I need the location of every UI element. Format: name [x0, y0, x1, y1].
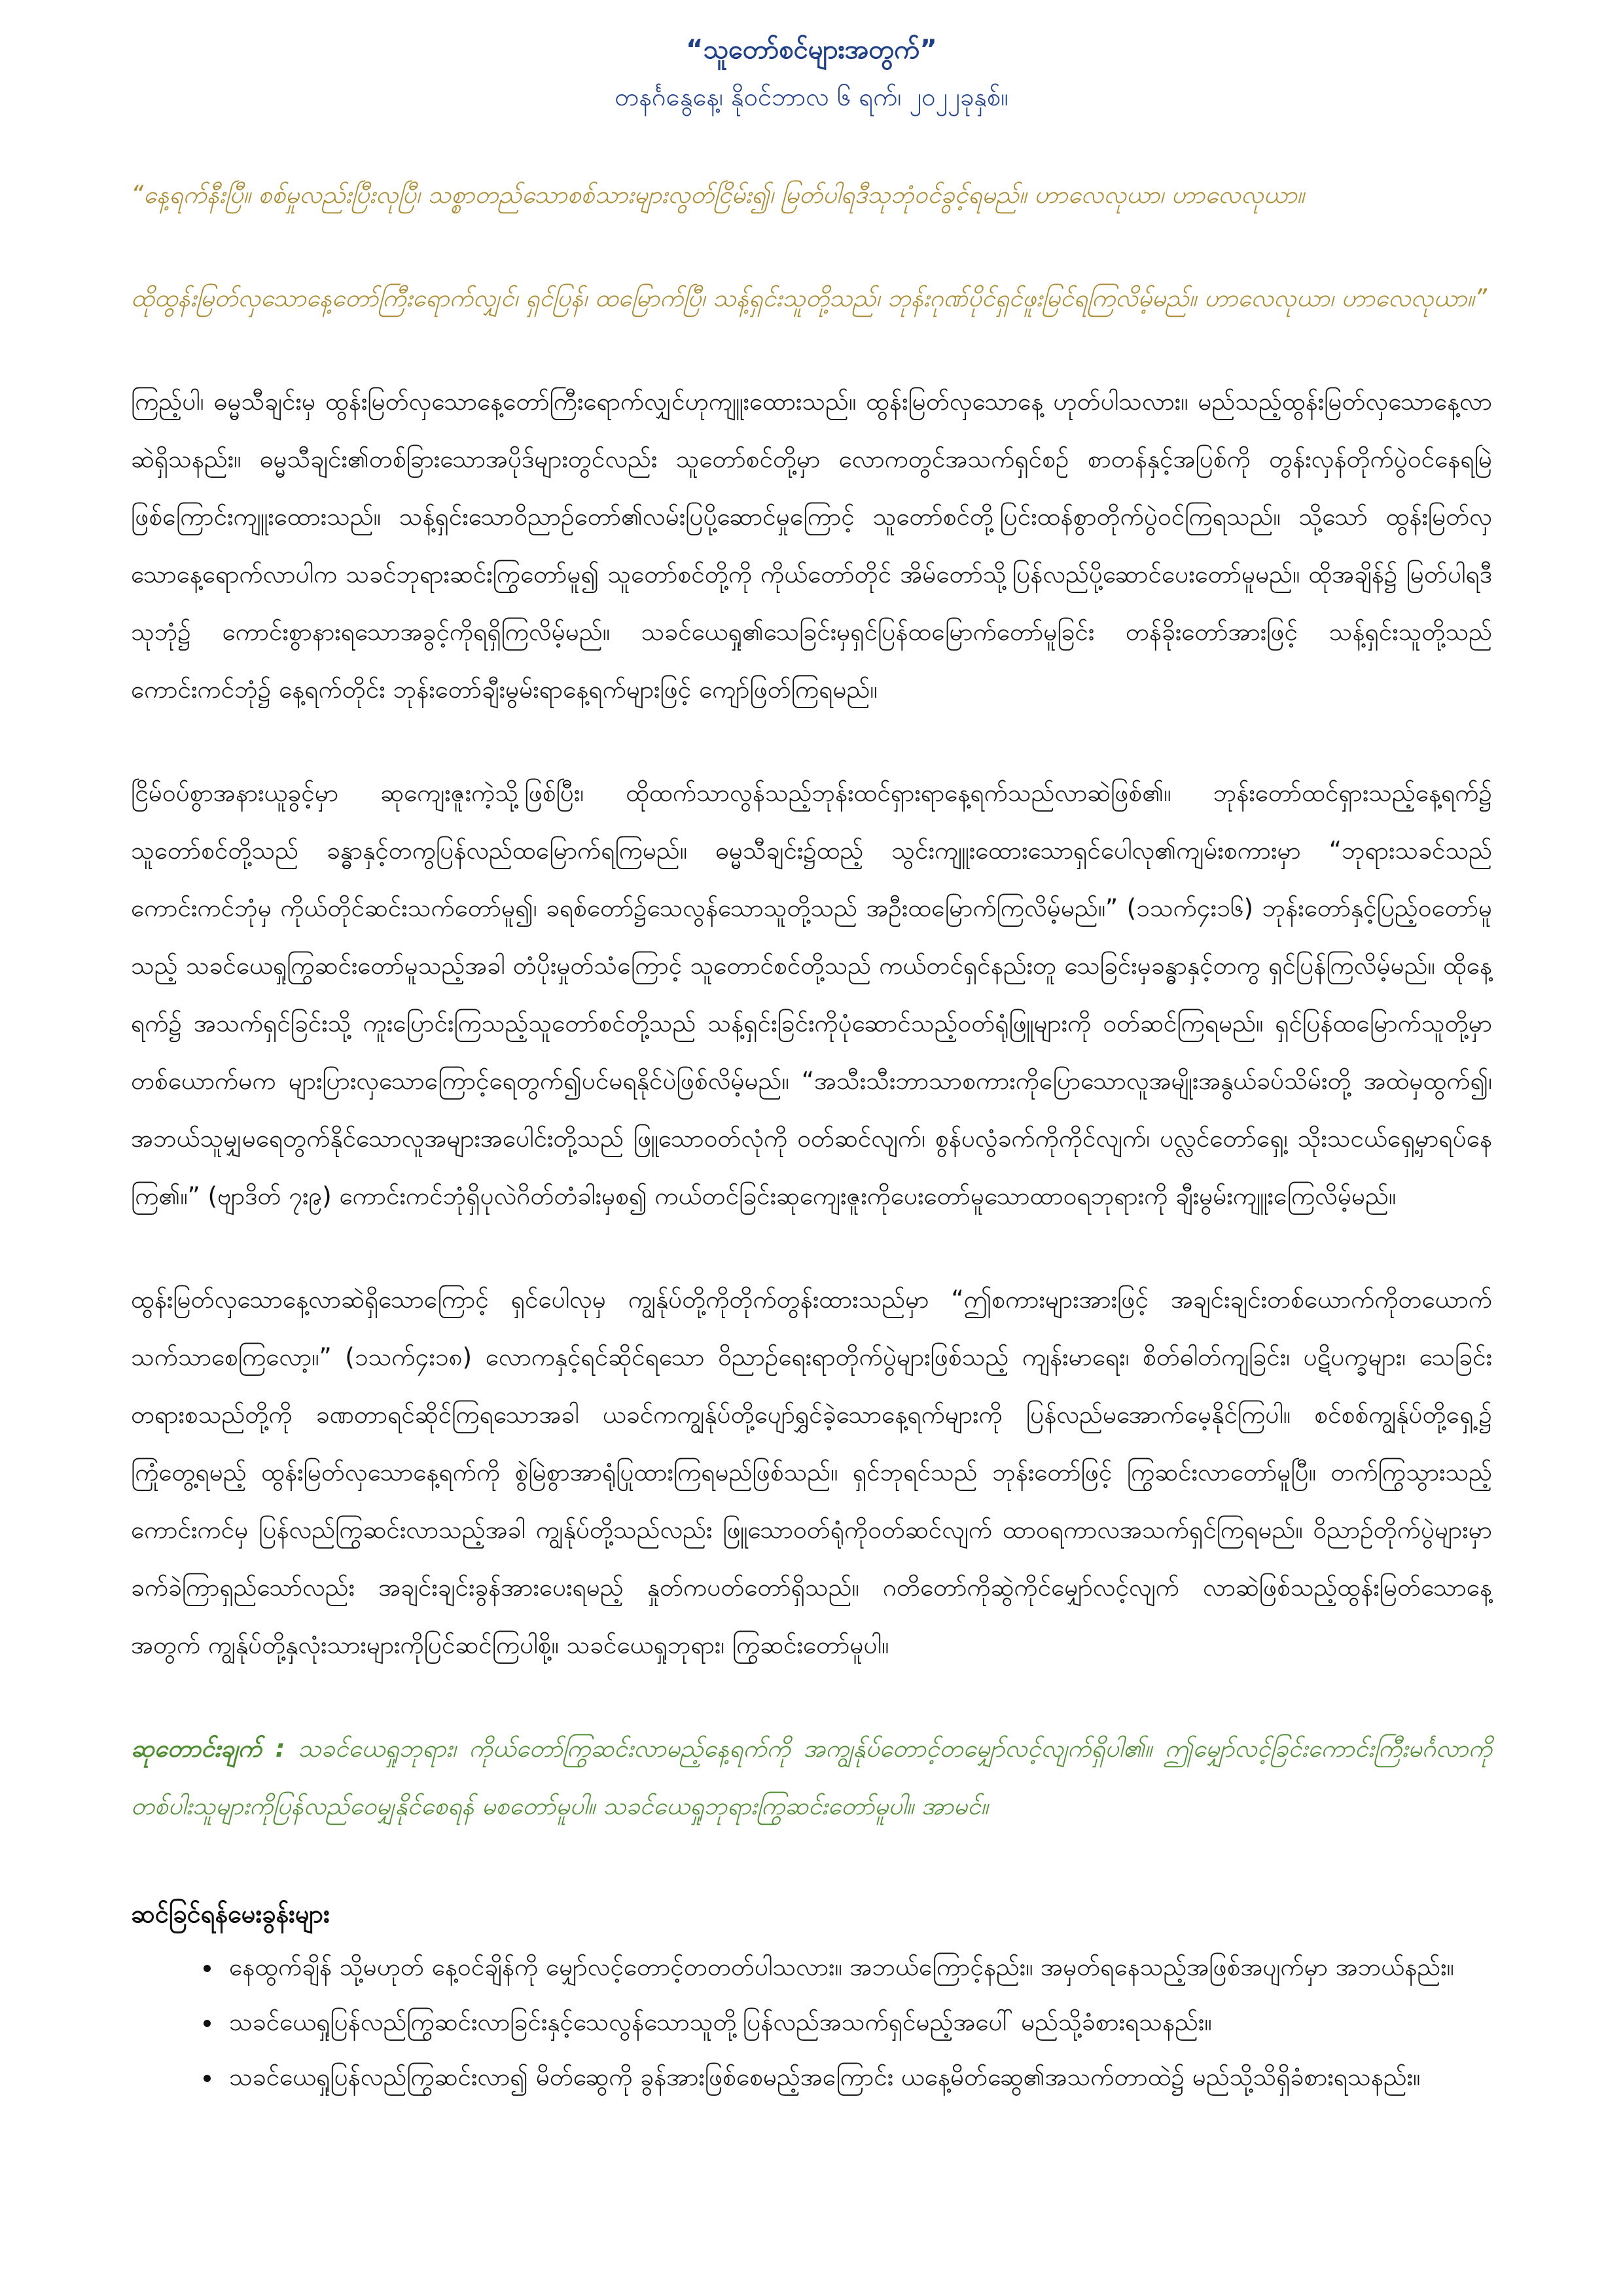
questions-list: [131, 1940, 1492, 2105]
questions-heading: ဆင်ခြင်ရန်မေးခွန်းများ: [131, 1899, 330, 1928]
devotional-body: [131, 373, 1492, 1674]
hymn-quote-verse-1: “နေ့ရက်နီးပြီ။ စစ်မှုလည်းပြီးလုပြီ၊ သစ္စာတည်သောစစ်သားများလွတ်ငြိမ်း၍၊ မြတ်ပါရဒီသုဘုံဝင်ခွင့်ရမည်။ ဟာလေလုယာ၊ ဟာလေလုယာ။: [131, 181, 1305, 209]
page-title: “သူတော်စင်များအတွက်”: [686, 35, 937, 65]
question-item: • နေထွက်ချိန် သို့မဟုတ် နေ့ဝင်ချိန်ကို မျှော်လင့်တောင့်တတတ်ပါသလား။ အဘယ်ကြောင့်နည်း။ အမှတ်ရနေသည့်အဖြစ်အပျက်မှာ အဘယ်နည်း။: [223, 1940, 1492, 1995]
prayer-section: [131, 1720, 1492, 1835]
body-paragraph: ကြည့်ပါ၊ ဓမ္မသီချင်းမှ ထွန်းမြတ်လှသောနေ့တော်ကြီးရောက်လျှင်ဟုကျူးထေားသည်။ ထွန်းမြတ်လှသောနေ့ ဟုတ်ပါသလား။ မည်သည့်ထွန်းမြတ်လှသောနေ့လာဆဲရှိသနည်း။ ဓမ္မသီချင်း၏တစ်ခြားသောအပိုဒ်များတွင်လည်း သူတော်စင်တို့မှာ လောကတွင်အသက်ရှင်စဉ် စာတန်နှင့်အပြစ်ကို တွန်းလှန်တိုက်ပွဲဝင်နေရမြဲဖြစ်ကြောင်းကျူးထေားသည်။ သန့်ရှင်းသောဝိညာဉ်တော်၏လမ်းပြပို့ဆောင်မှုကြောင့် သူတော်စင်တို့ပြင်းထန်စွာတိုက်ပွဲဝင်ကြရသည်။ သို့သော် ထွန်းမြတ်လှသောနေ့ရောက်လာပါက သခင်ဘုရားဆင်းကြွတော်မူ၍ သူတော်စင်တို့ကို ကိုယ်တော်တိုင် အိမ်တော်သို့ပြန်လည်ပို့ဆောင်ပေးတော်မူမည်။ ထိုအချိန်၌ မြတ်ပါရဒီသုဘုံ၌ ကောင်းစွာနားရသောအခွင့်ကိုရရှိကြလိမ့်မည်။ သခင်ယေရှု၏သေခြင်းမှရှင်ပြန်ထမြောက်တော်မူခြင်း တန်ခိုးတော်အားဖြင့် သန့်ရှင်းသူတို့သည် ကောင်းကင်ဘုံ၌ နေ့ရက်တိုင်း ဘုန်းတော်ချီးမွမ်းရာနေ့ရက်များဖြင့် ကျော်ဖြတ်ကြရမည်။: [131, 387, 1492, 704]
reflection-questions: [131, 1888, 1492, 2105]
question-item: • သခင်ယေရှုပြန်လည်ကြွဆင်းလာ၍ မိတ်ဆွေကို ခွန်အားဖြစ်စေမည့်အကြောင်း ယနေ့မိတ်ဆွေ၏အသက်တာထဲ၌ မည်သို့သိရှိခံစားရသနည်း။: [223, 2050, 1492, 2105]
question-item: • သခင်ယေရှုပြန်လည်ကြွဆင်းလာခြင်းနှင့်သေလွန်သောသူတို့ပြန်လည်အသက်ရှင်မည့်အပေါ် မည်သို့ခံစားရသနည်း။: [223, 1995, 1492, 2050]
prayer-text: သခင်ယေရှုဘုရား၊ ကိုယ်တော်ကြွဆင်းလာမည့်နေ့ရက်ကို အကျွန်ုပ်တောင့်တမျှော်လင့်လျက်ရှိပါ၏။ ဤမျှော်လင့်ခြင်းကောင်းကြီးမင်္ဂလာကို တစ်ပါးသူများကိုပြန်လည်ဝေမျှနိုင်စေရန် မစတော်မူပါ။ သခင်ယေရှုဘုရားကြွဆင်းတော်မူပါ။ အာမင်။: [131, 1734, 1492, 1820]
hymn-quote: [131, 166, 1492, 327]
prayer-label: ဆုတောင်းချက် :: [131, 1734, 285, 1763]
hymn-quote-verse-2: ထိုထွန်းမြတ်လှသောနေ့တော်ကြီးရောက်လျှင်၊ ရှင်ပြန်၊ ထမြောက်ပြီ၊ သန့်ရှင်းသူတို့သည်၊ ဘုန်းဂုဏ်ပိုင်ရှင်ဖူးမြင်ရကြလိမ့်မည်။ ဟာလေလုယာ၊ ဟာလေလုယာ။”: [131, 284, 1487, 312]
body-paragraph: ထွန်းမြတ်လှသောနေ့လာဆဲရှိသောကြောင့် ရှင်ပေါလုမှ ကျွန်ုပ်တို့ကိုတိုက်တွန်းထားသည်မှာ “ဤစကားများအားဖြင့် အချင်းချင်းတစ်ယောက်ကိုတယောက်သက်သာစေကြလော့။” (၁သက်၄း၁၈) လောကနှင့်ရင်ဆိုင်ရသော ဝိညာဉ်ရေးရာတိုက်ပွဲများဖြစ်သည့် ကျန်းမာရေး၊ စိတ်ဓါတ်ကျခြင်း၊ ပဋိပက္ခများ၊ သေခြင်းတရားစသည်တို့ကို ခဏတာရင်ဆိုင်ကြရသောအခါ ယခင်ကကျွန်ုပ်တို့ပျော်ရွှင်ခဲ့သောနေ့ရက်များကို ပြန်လည်မအောက်မေ့နိုင်ကြပါ။ စင်စစ်ကျွန်ုပ်တို့ရှေ့၌ ကြုံတွေ့ရမည့် ထွန်းမြတ်လှသောနေ့ရက်ကို စွဲမြဲစွာအာရုံပြုထားကြရမည်ဖြစ်သည်။ ရှင်ဘုရင်သည် ဘုန်းတော်ဖြင့် ကြွဆင်းလာတော်မူပြီ။ တက်ကြွသွားသည့်ကောင်းကင်မှ ပြန်လည်ကြွဆင်းလာသည့်အခါ ကျွန်ုပ်တို့သည်လည်း ဖြူသောဝတ်ရုံကိုဝတ်ဆင်လျက် ထာဝရကာလအသက်ရှင်ကြရမည်။ ဝိညာဉ်တိုက်ပွဲများမှာ ခက်ခဲကြာရှည်သော်လည်း အချင်းချင်းခွန်အားပေးရမည့် နှုတ်ကပတ်တော်ရှိသည်။ ဂတိတော်ကိုဆွဲကိုင်မျှော်လင့်လျက် လာဆဲဖြစ်သည့်ထွန်းမြတ်သောနေ့အတွက် ကျွန်ုပ်တို့နှလုံးသားများကိုပြင်ဆင်ကြပါစို့။ သခင်ယေရှုဘုရား၊ ကြွဆင်းတော်မူပါ။: [131, 1285, 1492, 1659]
page-date: တနင်္ဂနွေနေ့၊ နိုဝင်ဘာလ ၆ ရက်၊ ၂၀၂၂ခုနှစ်။: [615, 82, 1008, 111]
body-paragraph: ငြိမ်ဝပ်စွာအနားယူခွင့်မှာ ဆုကျေးဇူးကဲ့သို့ဖြစ်ပြီး၊ ထိုထက်သာလွန်သည့်ဘုန်းထင်ရှားရာနေ့ရက်သည်လာဆဲဖြစ်၏။ ဘုန်းတော်ထင်ရှားသည့်နေ့ရက်၌ သူတော်စင်တို့သည် ခန္ဓာနှင့်တကွပြန်လည်ထမြောက်ရကြမည်။ ဓမ္မသီချင်း၌ထည့် သွင်းကျူးထေားသောရှင်ပေါလု၏ကျမ်းစကားမှာ “ဘုရားသခင်သည် ကောင်းကင်ဘုံမှ ကိုယ်တိုင်ဆင်းသက်တော်မူ၍၊ ခရစ်တော်၌သေလွန်သောသူတို့သည် အဦးထမြောက်ကြလိမ့်မည်။” (၁သက်၄း၁၆) ဘုန်းတော်နှင့်ပြည့်ဝတော်မူသည့် သခင်ယေရှုကြွဆင်းတော်မူသည့်အခါ တံပိုးမှုတ်သံကြောင့် သူတောင်စင်တို့သည် ကယ်တင်ရှင်နည်းတူ သေခြင်းမှခန္ဓာနှင့်တကွ ရှင်ပြန်ကြလိမ့်မည်။ ထိုနေ့ရက်၌ အသက်ရှင်ခြင်းသို့ ကူးပြောင်းကြသည့်သူတော်စင်တို့သည် သန့်ရှင်းခြင်းကိုပုံဆောင်သည့်ဝတ်ရုံဖြူများကို ဝတ်ဆင်ကြရမည်။ ရှင်ပြန်ထမြောက်သူတို့မှာ တစ်ယောက်မက များပြားလှသောကြောင့်ရေတွက်၍ပင်မရနိုင်ပဲဖြစ်လိမ့်မည်။ “အသီးသီးဘာသာစကားကိုပြောသောလူအမျိုးအနွယ်ခပ်သိမ်းတို့ အထဲမှထွက်၍၊ အဘယ်သူမျှမရေတွက်နိုင်သောလူအများအပေါင်းတို့သည် ဖြူသောဝတ်လုံကို ဝတ်ဆင်လျက်၊ စွန်ပလွံခက်ကိုကိုင်လျက်၊ ပလ္လင်တော်ရှေ့၊ သိုးသငယ်ရှေ့မှာရပ်နေကြ၏။” (ဗျာဒိတ် ၇း၉) ကောင်းကင်ဘုံရှိပုလဲဂိတ်တံခါးမှစ၍ ကယ်တင်ခြင်းဆုကျေးဇူးကိုပေးတော်မူသောထာဝရဘုရားကို ချီးမွမ်းကျူးကြေလိမ့်မည်။: [131, 779, 1492, 1210]
